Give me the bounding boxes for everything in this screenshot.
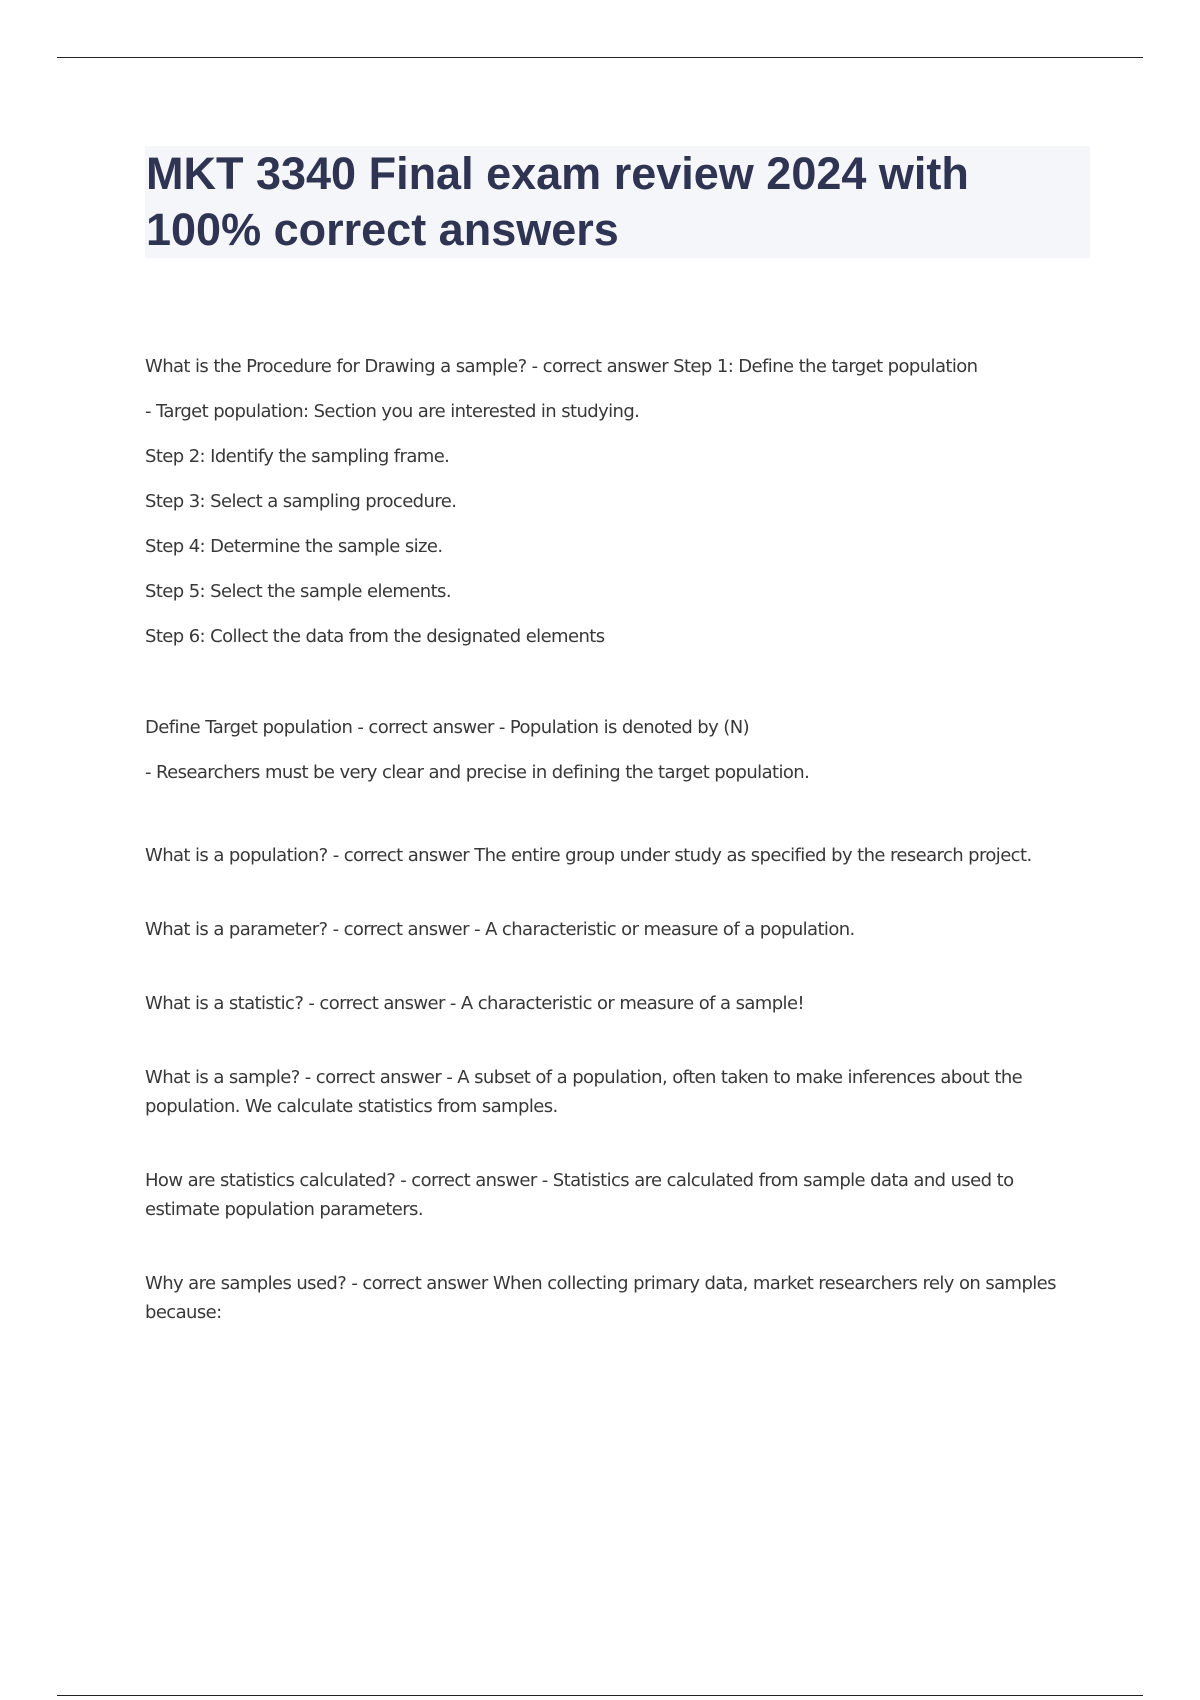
bottom-rule — [57, 1695, 1143, 1696]
qa-statistics-calculated: How are statistics calculated? - correct answer - Statistics are calculated from sample data and used to estimate population parameters. — [145, 1170, 1014, 1220]
title-banner — [145, 146, 1090, 258]
qa-procedure-line: Step 3: Select a sampling procedure. — [145, 491, 457, 512]
qa-population: What is a population? - correct answer The entire group under study as specified by the research project. — [145, 845, 1032, 866]
qa-target-line: Define Target population - correct answer - Population is denoted by (N) — [145, 717, 750, 738]
qa-target-line: - Researchers must be very clear and precise in defining the target population. — [145, 762, 810, 783]
qa-why-samples: Why are samples used? - correct answer When collecting primary data, market researchers rely on samples because: — [145, 1273, 1056, 1323]
qa-statistic: What is a statistic? - correct answer - A characteristic or measure of a sample! — [145, 993, 805, 1014]
qa-procedure-line: Step 4: Determine the sample size. — [145, 536, 443, 557]
top-rule — [57, 57, 1143, 58]
document-title: MKT 3340 Final exam review 2024 with 100% correct answers — [146, 148, 969, 255]
document-body — [145, 344, 1085, 1327]
qa-sample: What is a sample? - correct answer - A subset of a population, often taken to make inferences about the population. We calculate statistics from samples. — [145, 1067, 1023, 1117]
qa-procedure-line: What is the Procedure for Drawing a sample? - correct answer Step 1: Define the target population — [145, 356, 978, 377]
qa-procedure — [145, 344, 1085, 659]
qa-procedure-line: Step 5: Select the sample elements. — [145, 581, 451, 602]
qa-target-population — [145, 705, 1085, 795]
qa-procedure-line: Step 2: Identify the sampling frame. — [145, 446, 450, 467]
qa-parameter: What is a parameter? - correct answer - A characteristic or measure of a population. — [145, 919, 855, 940]
qa-procedure-line: Step 6: Collect the data from the designated elements — [145, 626, 605, 647]
qa-procedure-line: - Target population: Section you are interested in studying. — [145, 401, 640, 422]
